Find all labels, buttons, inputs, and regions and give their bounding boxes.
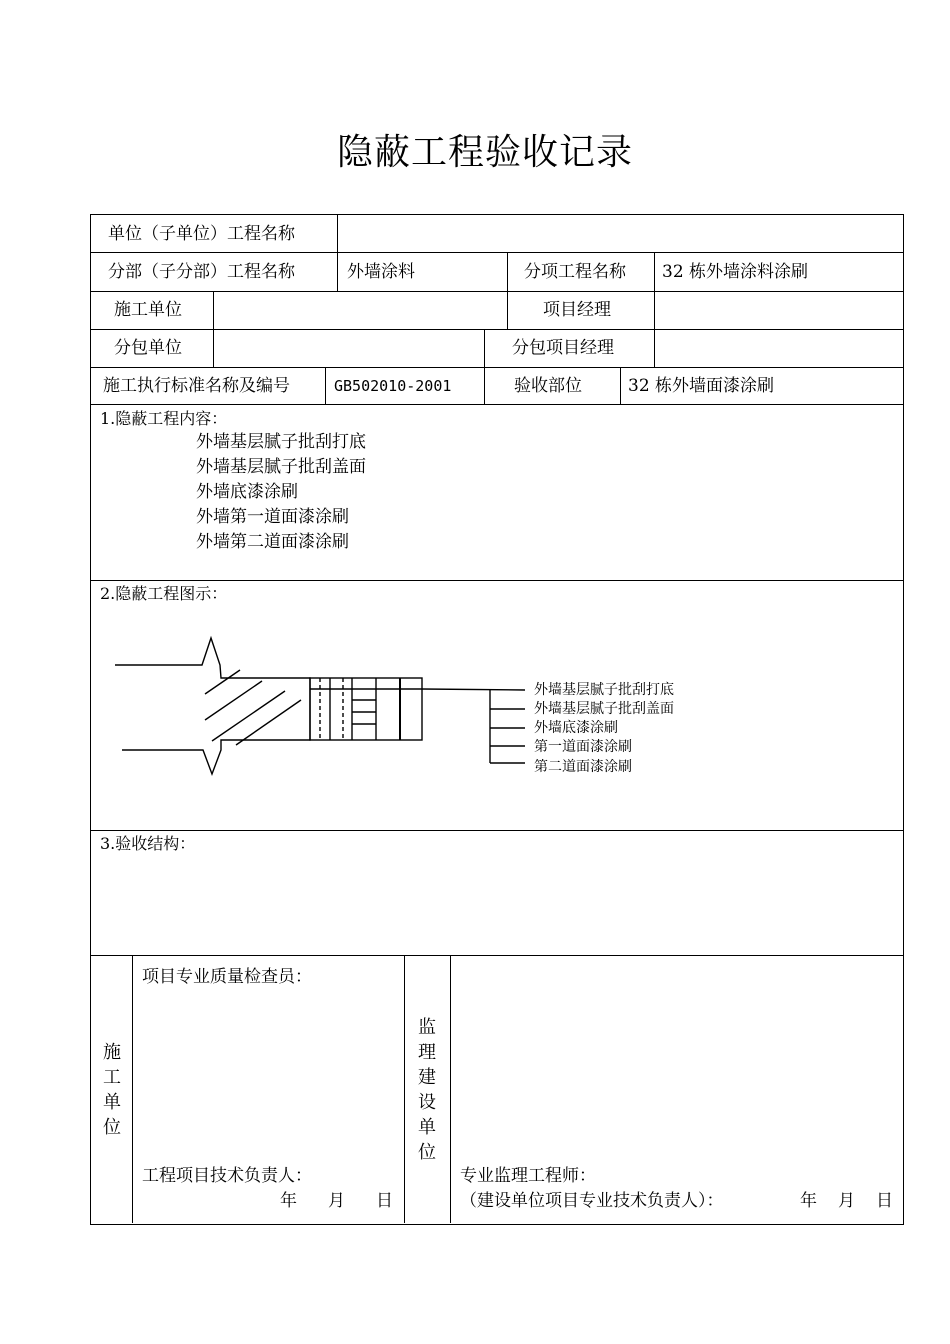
standard-label: 施工执行标准名称及编号 <box>103 376 290 396</box>
project-manager-label: 项目经理 <box>543 300 611 320</box>
item-project-value: 32 栋外墙涂料涂刷 <box>662 262 809 282</box>
construction-unit-vertical: 施工单位 <box>103 1042 121 1138</box>
diagram-label: 第一道面漆涂刷 <box>534 739 632 755</box>
section1-heading: 1.隐蔽工程内容： <box>100 409 228 428</box>
date-month: 月 <box>838 1191 855 1211</box>
supervision-vertical: 监理建设单位 <box>418 1017 436 1163</box>
acceptance-part-label: 验收部位 <box>514 376 582 396</box>
date-day: 日 <box>876 1191 893 1211</box>
unit-project-name-label: 单位（子单位）工程名称 <box>108 224 295 244</box>
acceptance-part-value: 32 栋外墙面漆涂刷 <box>628 376 775 396</box>
sub-project-value: 外墙涂料 <box>347 262 415 282</box>
subcontractor-label: 分包单位 <box>114 338 182 358</box>
diagram-label: 第二道面漆涂刷 <box>534 759 632 775</box>
section2-heading: 2.隐蔽工程图示： <box>100 584 228 603</box>
section1-item: 外墙底漆涂刷 <box>196 482 298 502</box>
date-year: 年 <box>280 1191 297 1211</box>
standard-value: GB502010-2001 <box>334 377 452 395</box>
diagram-label: 外墙基层腻子批刮盖面 <box>534 701 674 717</box>
diagram-label: 外墙基层腻子批刮打底 <box>534 682 674 698</box>
section1-item: 外墙基层腻子批刮打底 <box>196 432 366 452</box>
builder-lead-label: （建设单位项目专业技术负责人）： <box>460 1191 724 1211</box>
section1-item: 外墙第一道面漆涂刷 <box>196 507 349 527</box>
section1-item: 外墙第二道面漆涂刷 <box>196 532 349 552</box>
construction-unit-label: 施工单位 <box>114 300 182 320</box>
sub-manager-label: 分包项目经理 <box>512 338 614 358</box>
supervisor-label: 专业监理工程师： <box>460 1166 596 1186</box>
date-month: 月 <box>328 1191 345 1211</box>
diagram-label: 外墙底漆涂刷 <box>534 720 618 736</box>
date-year: 年 <box>800 1191 817 1211</box>
section1-item: 外墙基层腻子批刮盖面 <box>196 457 366 477</box>
item-project-label: 分项工程名称 <box>524 262 626 282</box>
date-day: 日 <box>376 1191 393 1211</box>
section3-heading: 3.验收结构： <box>100 834 196 853</box>
sub-project-label: 分部（子分部）工程名称 <box>108 262 295 282</box>
inspector-label: 项目专业质量检查员： <box>142 967 312 987</box>
page-title: 隐蔽工程验收记录 <box>336 132 633 173</box>
tech-lead-label: 工程项目技术负责人： <box>142 1166 312 1186</box>
